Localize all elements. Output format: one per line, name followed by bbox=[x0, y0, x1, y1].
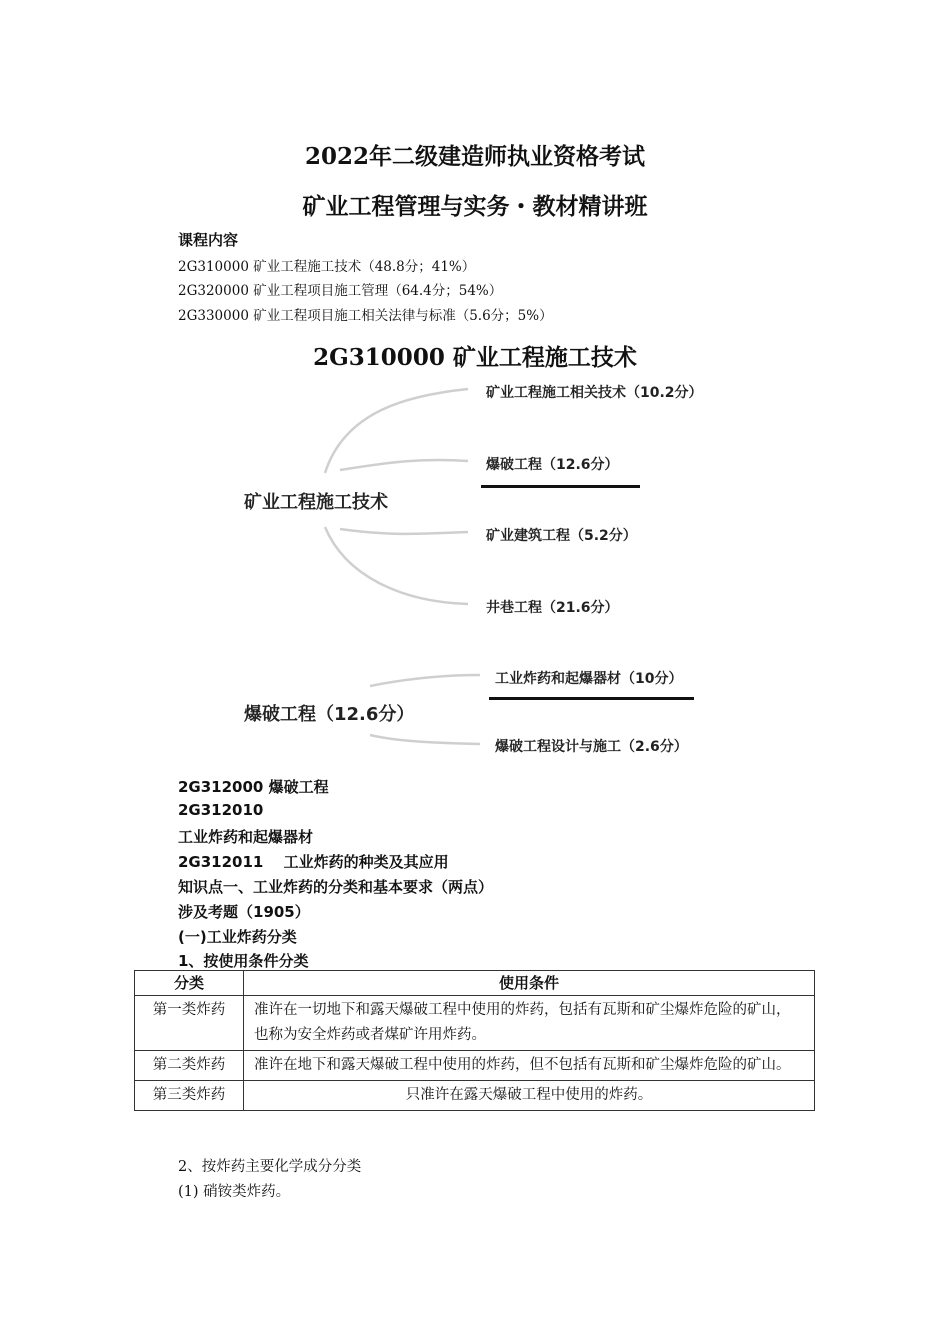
mindmap-root: 爆破工程（12.6分） bbox=[244, 704, 415, 725]
connector-line bbox=[370, 675, 480, 686]
course-item: 2G330000 矿业工程项目施工相关法律与标准（5.6分；5%） bbox=[178, 308, 553, 324]
mindmap-branch: 矿业工程施工相关技术（10.2分） bbox=[486, 385, 703, 401]
body-line: 1、按使用条件分类 bbox=[178, 952, 309, 970]
highlight-underline bbox=[481, 485, 640, 488]
table-cell: 准许在一切地下和露天爆破工程中使用的炸药，包括有瓦斯和矿尘爆炸危险的矿山，也称为安全炸药或者煤矿许用炸药。 bbox=[244, 996, 815, 1051]
document-subtitle: 矿业工程管理与实务・教材精讲班 bbox=[302, 193, 648, 220]
body-line: (一)工业炸药分类 bbox=[178, 928, 297, 946]
body-line: 知识点一、工业炸药的分类和基本要求（两点） bbox=[178, 878, 494, 896]
connector-line bbox=[370, 735, 480, 744]
mindmap-connectors bbox=[0, 370, 950, 770]
body-line: (1) 硝铵类炸药。 bbox=[178, 1184, 291, 1200]
mindmap-branch: 爆破工程设计与施工（2.6分） bbox=[495, 739, 688, 755]
table-cell: 只准许在露天爆破工程中使用的炸药。 bbox=[244, 1081, 815, 1111]
table-row bbox=[135, 1051, 815, 1081]
highlight-underline bbox=[489, 697, 694, 700]
document-title: 2022年二级建造师执业资格考试 bbox=[304, 143, 645, 170]
course-item: 2G310000 矿业工程施工技术（48.8分；41%） bbox=[178, 259, 476, 275]
mindmap-branch: 矿业建筑工程（5.2分） bbox=[486, 528, 637, 544]
body-line: 工业炸药和起爆器材 bbox=[178, 828, 314, 846]
table-row bbox=[135, 1081, 815, 1111]
table-cell: 第二类炸药 bbox=[135, 1051, 244, 1081]
connector-line bbox=[340, 529, 468, 534]
table-cell: 准许在地下和露天爆破工程中使用的炸药，但不包括有瓦斯和矿尘爆炸危险的矿山。 bbox=[244, 1051, 815, 1081]
table-cell: 第三类炸药 bbox=[135, 1081, 244, 1111]
mindmap-branch: 工业炸药和起爆器材（10分） bbox=[495, 671, 683, 687]
table-row bbox=[135, 996, 815, 1051]
body-line: 涉及考题（1905） bbox=[178, 903, 310, 921]
mindmap-branch: 井巷工程（21.6分） bbox=[486, 600, 619, 616]
table-header-cell: 使用条件 bbox=[244, 971, 815, 996]
connector-line bbox=[325, 527, 468, 604]
course-item: 2G320000 矿业工程项目施工管理（64.4分；54%） bbox=[178, 283, 503, 299]
section-title: 2G310000 矿业工程施工技术 bbox=[313, 344, 637, 371]
mindmap-root: 矿业工程施工技术 bbox=[244, 492, 388, 513]
table-header-cell: 分类 bbox=[135, 971, 244, 996]
table-cell: 第一类炸药 bbox=[135, 996, 244, 1051]
mindmap-branch: 爆破工程（12.6分） bbox=[486, 457, 619, 473]
usage-condition-table bbox=[134, 970, 815, 1111]
body-line: 2G312000 爆破工程 bbox=[178, 778, 329, 796]
body-line: 2G312010 bbox=[178, 801, 264, 819]
body-line: 2G312011 工业炸药的种类及其应用 bbox=[178, 853, 449, 871]
course-heading: 课程内容 bbox=[178, 231, 239, 249]
connector-line bbox=[340, 460, 468, 470]
body-line: 2、按炸药主要化学成分分类 bbox=[178, 1159, 362, 1175]
table-header-row bbox=[135, 971, 815, 996]
